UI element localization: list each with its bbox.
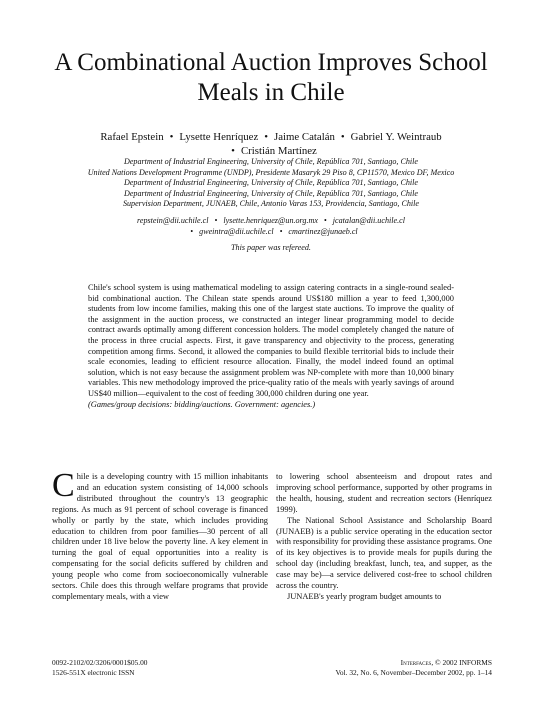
affiliation: Supervision Department, JUNAEB, Chile, Antonio Varas 153, Providencia, Santiago, Chile: [122, 199, 420, 209]
author-name: Rafael Epstein: [100, 131, 164, 143]
author-list: [40, 130, 502, 158]
affiliation: United Nations Development Programme (UNDP), Presidente Masaryk 29 Piso 8, CP11570, Mexico DF, Mexico: [87, 167, 455, 177]
body-paragraph: JUNAEB's yearly program budget amounts to: [287, 591, 442, 601]
affiliation: Department of Industrial Engineering, University of Chile, República 701, Santiago, Chile: [123, 188, 419, 198]
paper-title: A Combinational Auction Improves School Meals in Chile: [54, 49, 488, 106]
keywords: (Games/group decisions: bidding/auctions. Government: agencies.): [88, 399, 316, 409]
author-name: Jaime Catalán: [274, 131, 335, 143]
bullet-separator: •: [231, 145, 235, 157]
affiliation: Department of Industrial Engineering, University of Chile, República 701, Santiago, Chile: [123, 157, 419, 166]
affiliation: Department of Industrial Engineering, University of Chile, República 701, Santiago, Chile: [123, 178, 419, 188]
bullet-separator: •: [279, 226, 283, 236]
body-paragraph: The National School Assistance and Scholarship Board (JUNAEB) is a public service operating in the education sector with responsibility for providing these assistance programs. One of its key objectives is to provide meals for pupils during the school day (including breakfast, lunch, tea, and supper, as the case may be)—a service delivered cost-free to school children across the country.: [276, 515, 492, 591]
author-name: Lysette Henríquez: [179, 131, 259, 143]
bullet-separator: •: [323, 216, 327, 225]
copyright: , © 2002 INFORMS: [431, 658, 492, 667]
footer-right: [276, 658, 492, 677]
bullet-separator: •: [190, 226, 194, 236]
footer-left: [52, 658, 147, 677]
author-name: Gabriel Y. Weintraub: [350, 131, 442, 143]
email-link[interactable]: gweintra@dii.uchile.cl: [199, 226, 274, 236]
footer-issn: 0092-2102/02/3206/0001$05.00: [52, 658, 148, 667]
volume-info: Vol. 32, No. 6, November–December 2002, pp. 1–14: [335, 667, 492, 677]
affiliation-list: [20, 157, 522, 210]
body-paragraph: hile is a developing country with 15 million inhabitants and an education system consisting of 14,000 schools distributed throughout the country's 13 geographic regions. As much as 91 percent of school coverage is financed wholly or partly by the state, which includes providing education to children from poor families—30 percent of all children under 18 live below the poverty line. A key element in turning the goal of equal opportunities into a reality is compensating for the social deficits suffered by children and young people who come from socioeconomically vulnerable sectors. Chile does this through welfare programs that provide complementary meals, with a view: [52, 472, 268, 601]
drop-cap: C: [52, 467, 75, 504]
body-column-right: [276, 472, 492, 603]
email-link[interactable]: lysette.henriquez@un.org.mx: [223, 216, 318, 225]
email-link[interactable]: repstein@dii.uchile.cl: [137, 216, 209, 225]
journal-name: Interfaces: [400, 658, 432, 667]
refereed-note: This paper was refereed.: [231, 243, 311, 252]
email-list: [40, 216, 502, 237]
email-link[interactable]: jcatalan@dii.uchile.cl: [332, 216, 405, 225]
bullet-separator: •: [340, 131, 345, 143]
footer-eissn: 1526-551X electronic ISSN: [52, 667, 135, 677]
bullet-separator: •: [264, 131, 269, 143]
body-paragraph: to lowering school absenteeism and dropout rates and improving school performance, supported by other programs in the health, housing, student and recreation sectors (Henríquez 1999).: [276, 472, 492, 514]
email-link[interactable]: cmartinez@junaeb.cl: [288, 226, 358, 236]
abstract: [88, 283, 454, 410]
bullet-separator: •: [169, 131, 174, 143]
body-column-left: [52, 467, 268, 603]
abstract-text: Chile's school system is using mathematical modeling to assign catering contracts in a single-round sealed-bid combinational auction. The Chilean state spends around US$180 million a year to feed 1,300,000 students from low income families, making this one of the largest state auctions. To improve the quality of the assignment in the auction process, we constructed an integer linear programming model to decide contract awards optimally among different concession holders. The model completely changed the nature of the process in three crucial aspects. First, it gave transparency and objectivity to the process, generating competition among firms. Second, it allowed the companies to build flexible territorial bids to include their scale economies, leading to efficient resource allocation. Finally, the model indeed found an optimal solution, which is not easy because the assignment problem was NP-complete with more than 10,000 binary variables. This new methodology improved the price-quality ratio of the meals with yearly savings of around US$40 million—equivalent to the cost of feeding 300,000 children during one year.: [88, 283, 454, 398]
author-name: Cristián Martínez: [240, 145, 317, 157]
bullet-separator: •: [214, 216, 218, 225]
